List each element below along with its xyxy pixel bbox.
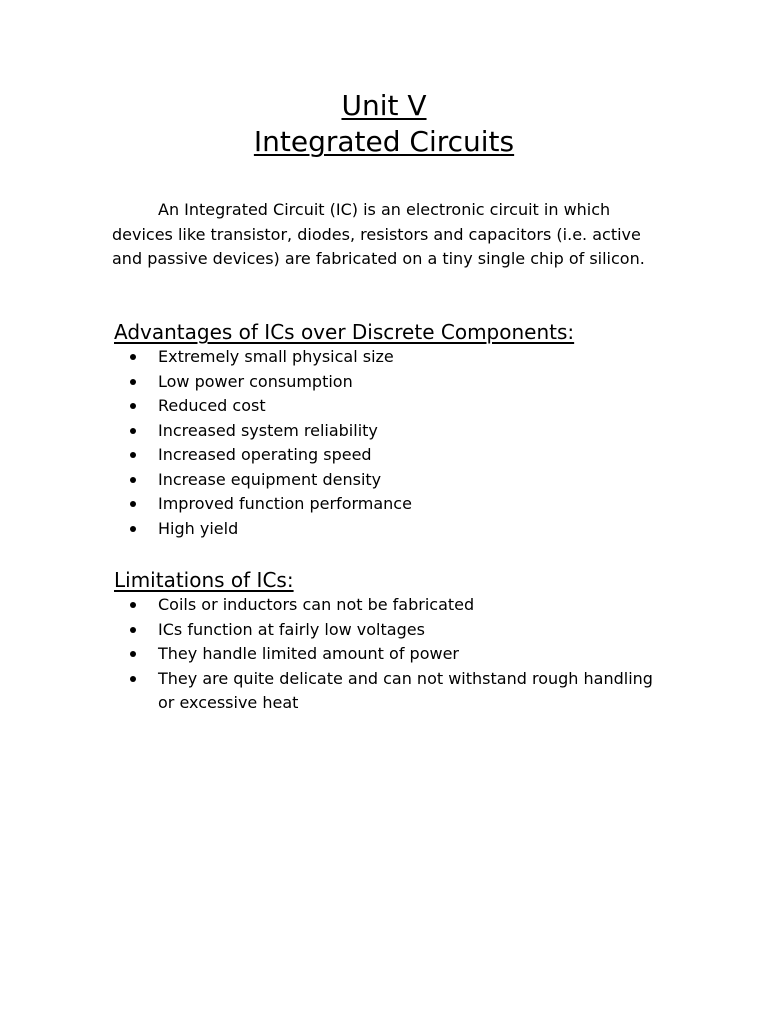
bullet-icon: [130, 501, 136, 507]
list-item-text: Increase equipment density: [158, 469, 382, 489]
advantages-list: [130, 345, 670, 541]
advantages-heading: Advantages of ICs over Discrete Components:: [114, 320, 575, 344]
list-item-text: Extremely small physical size: [158, 347, 394, 366]
list-item: [130, 618, 670, 643]
unit-title: Unit V: [341, 89, 427, 122]
list-item-text: They handle limited amount of power: [158, 644, 459, 663]
list-item: [130, 517, 670, 542]
list-item: [130, 468, 670, 493]
bullet-icon: [130, 403, 136, 409]
list-item: [130, 394, 670, 419]
bullet-icon: [130, 676, 136, 682]
list-item-text: Increased system reliability: [158, 420, 378, 440]
list-item-text: Reduced cost: [158, 396, 266, 415]
bullet-icon: [130, 428, 136, 434]
list-item: [130, 345, 670, 370]
list-item: [130, 667, 670, 716]
list-item: [130, 642, 670, 667]
list-item-text: They are quite delicate and can not withstand rough handling or excessive heat: [158, 668, 653, 712]
list-item: [130, 419, 670, 444]
list-item-text: Low power consumption: [158, 371, 353, 391]
bullet-icon: [130, 452, 136, 458]
list-item-text: High yield: [158, 518, 239, 538]
bullet-icon: [130, 651, 136, 657]
list-item-text: Increased operating speed: [158, 445, 372, 464]
list-item-text: Improved function performance: [158, 494, 412, 513]
bullet-icon: [130, 526, 136, 532]
bullet-icon: [130, 602, 136, 608]
bullet-icon: [130, 379, 136, 385]
list-item: [130, 593, 670, 618]
bullet-icon: [130, 477, 136, 483]
list-item: [130, 370, 670, 395]
bullet-icon: [130, 627, 136, 633]
list-item: [130, 443, 670, 468]
list-item-text: Coils or inductors can not be fabricated: [158, 595, 475, 614]
bullet-icon: [130, 354, 136, 360]
list-item: [130, 492, 670, 517]
list-item-text: ICs function at fairly low voltages: [158, 619, 425, 639]
limitations-list: [130, 593, 670, 716]
limitations-heading: Limitations of ICs:: [114, 568, 294, 592]
chapter-title: Integrated Circuits: [253, 125, 515, 158]
intro-paragraph: An Integrated Circuit (IC) is an electronic circuit in which devices like transistor, diodes, resistors and capacitors (i.e. active and passive devices) are fabricated on a tiny single chip of silicon.: [112, 200, 645, 268]
